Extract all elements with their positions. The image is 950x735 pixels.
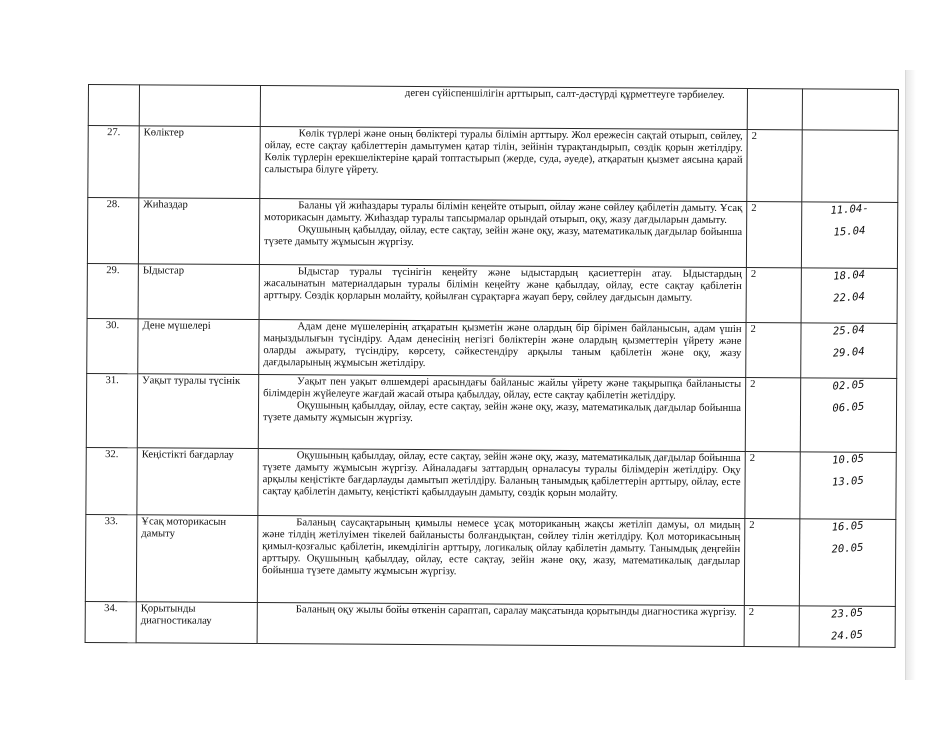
table-row [88,126,898,203]
row-goal [258,449,745,519]
row-goal [260,86,747,130]
row-number: 32. [86,447,137,514]
row-number: 30. [87,318,138,373]
goal-paragraph: Баланың саусақтарының қимылы немесе ұсақ моториканың жақсы жетіліп дамуы, ол мидың және тілдің жетілуімен тікелей байланысты болғандықтан, сөйлеу тілін жетілдіру. Қол моторикасының қимыл-қозғалыс қабілетін, икемділігін арттыру, логикалық ойлау қабілетін дамыту. Танымдық деңгейін арттыру. Оқушының қабылдау, ойлау, есте сақтау, зейін және оқу, жазу, математикалық дағдылар бойынша түзете дамыту жұмысын жүргізу. [261,517,741,578]
goal-paragraph: Ыдыстар туралы түсінігін кеңейту және ыдыстардың қасиеттерін атау. Ыдыстардың жасалынатын материалдарын туралы білімін кеңейту және қабылдау, ойлау, есте сақтау қабілетін арттыру. Сөздік қорларын молайту, қойылған сұрақтарға жауап беру, сөйлеу дағдысын дамыту. [263,266,742,304]
table-row [86,373,896,452]
row-topic: Ыдыстар [138,264,259,320]
row-dates [800,378,896,453]
row-dates [799,606,895,648]
table-row [87,198,897,269]
handwritten-date: 25.04 [832,323,866,338]
handwritten-date: 15.04 [833,224,866,239]
row-dates [802,130,898,203]
row-topic: Жиһаздар [138,198,259,265]
row-topic: Ұсақ моторикасын дамыту [136,515,258,603]
row-goal [260,127,747,202]
row-number: 29. [87,263,138,318]
handwritten-date: 23.05 [830,606,864,621]
row-hours [747,89,802,130]
row-number: 31. [86,373,137,447]
row-hours: 2 [744,519,800,606]
handwritten-date [806,110,894,131]
row-number: 34. [85,601,136,642]
row-topic: Көліктер [139,126,260,199]
row-goal [258,375,745,452]
lesson-plan-table [85,84,899,648]
handwritten-date [807,89,895,110]
row-dates [801,268,897,324]
table-row [85,514,896,606]
handwritten-date: 22.04 [832,290,866,305]
goal-paragraph: Оқушының қабылдау, ойлау, есте сақтау, зейін және оқу, жазу, математикалық дағдылар бойынша түзете дамыту жұмысын жүргізу. [264,224,743,248]
handwritten-date: 29.04 [832,345,866,360]
table-row [86,447,896,519]
row-goal [259,265,746,323]
table-row [87,318,897,378]
handwritten-date: 16.05 [831,519,864,534]
row-number: 27. [88,126,139,198]
goal-paragraph: Баланың оқу жылы бойы өткенін сараптап, саралау мақсатында қорытынды диагностика жүргізу. [295,604,737,618]
row-topic: Дене мүшелері [138,319,259,375]
handwritten-date: 06.05 [832,400,865,415]
row-dates [802,89,898,131]
row-goal [259,199,746,268]
row-hours: 2 [745,378,800,452]
row-hours: 2 [745,452,800,519]
lesson-plan-body [85,85,898,648]
row-number: 28. [87,198,138,264]
row-dates [801,323,897,379]
goal-paragraph: Адам дене мүшелерінің атқаратын қызметін және олардың бір бірімен байланысын, адам үшін маңыздылығын түсіндіру. Адам денесінің негізгі бөліктерін және олардың қызметтерін үйрету және оларды ажырату, түсіндіру, көрсету, сәйкестендіру арқылы таным қабілетін және оқу, жазу дағдыларының жұмысын жетілдіру. [263,321,742,370]
page-shadow [906,70,916,680]
row-dates [799,519,896,607]
goal-paragraph: Баланы үй жиһаздары туралы білімін кеңейте отырып, ойлау және сөйлеу қабілетін дамыту. Ұсақ моторикасын дамыту. Жиһаздар туралы тапсырмалар орындай отырып, оқу, жазу дағдыларын дамыту. [264,200,743,226]
row-hours: 2 [746,323,801,378]
handwritten-date: 13.05 [831,474,865,489]
goal-paragraph: Оқушының қабылдау, ойлау, есте сақтау, зейін және оқу, жазу, математикалық дағдылар бойынша түзете дамыту жұмысын жүргізу. [262,400,742,424]
row-hours: 2 [747,130,802,202]
row-dates [801,202,897,269]
handwritten-date: 02.05 [832,378,865,393]
row-goal [257,516,745,606]
row-topic [139,85,260,127]
handwritten-date [806,151,894,173]
page-edge [905,70,906,680]
handwritten-date: 20.05 [831,541,864,556]
handwritten-date: 18.04 [832,268,866,283]
goal-paragraph: Уақыт пен уақыт өлшемдері арасындағы байланыс жайлы үйрету және тақырыпқа байланысты білімдерін жүйелеуге жағдай жасай отыра қабылдау, ойлау, есте сақтау қабілетін жетілдіру. [263,376,742,402]
row-hours: 2 [746,268,801,323]
row-goal [257,603,744,647]
row-topic: Кеңістікті бағдарлау [137,448,258,516]
row-dates [800,452,896,520]
goal-paragraph: Көлік түрлері және оның бөліктері туралы білімін арттыру. Жол ережесін сақтай отырып, сөйлеу, ойлау, есте сақтау қабілеттерін дамытумен қатар тілін, зейінін тұрақтандырып, сөздік қорын жетілдіру. Көлік түрлерін ерекшеліктеріне қарай топтастырып (жерде, суда, әуеде), атқаратын қызмет аясына қарай салыстыра білуге үйрету. [264,128,743,176]
goal-paragraph: деген сүйіспеншілігін арттырып, салт-дәстүрді құрметтеуге тәрбиелеу. [404,87,725,101]
handwritten-date [806,130,894,151]
row-hours: 2 [746,202,801,268]
table-row [88,85,898,131]
row-topic: Уақыт туралы түсінік [137,374,258,449]
row-goal [259,320,746,378]
table-row [87,263,897,323]
handwritten-date: 11.04- [830,202,870,217]
handwritten-date: 24.05 [830,628,864,643]
row-hours: 2 [744,606,799,647]
handwritten-date: 10.05 [831,452,865,467]
row-number [88,85,139,126]
row-topic: Қорытынды диагностикалау [136,602,257,644]
row-number: 33. [85,514,137,601]
goal-paragraph: Оқушының қабылдау, ойлау, есте сақтау, зейін және оқу, жазу, математикалық дағдылар бойынша түзете дамыту жұмысын жүргізу. Айналадағы заттардың орналасуы туралы білімдерін жетілдіру. Оқу арқылы кеңістікте бағдарлауды дамытып жетілдіру. Баланың танымдық қабілеттерін арттыру, ойлау, есте сақтау қабілетін дамыту, кеңістікті қабылдауын дамыту, сөздік қорын молайту. [262,450,741,500]
table-row [85,601,895,647]
